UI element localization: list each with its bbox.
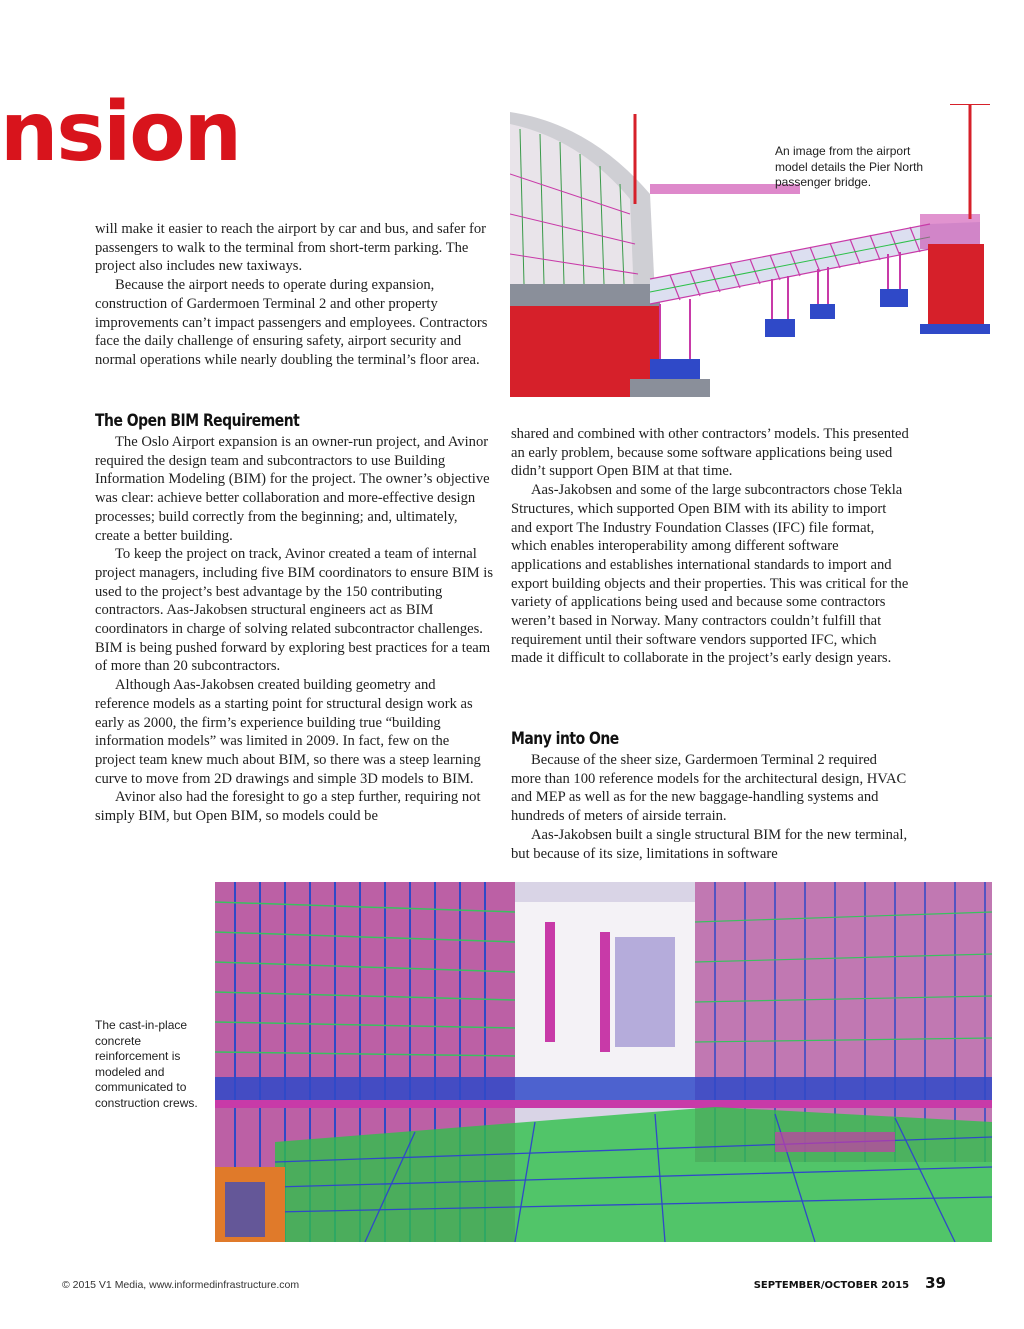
right-column-section [511, 751, 909, 863]
paragraph: Although Aas-Jakobsen created building geometry and reference models as a starting point for structural design work as early as 2000, the firm’s experience building true “building information models” was limited in 2009. In fact, few on the project team knew much about BIM, so there was a steep learning curve to move from 2D drawings and simple 3D models to BIM. [95, 677, 481, 787]
right-column [511, 425, 909, 668]
paragraph: The Oslo Airport expansion is an owner-run project, and Avinor required the design team and subcontractors to use Building Information Modeling (BIM) for the project. The owner’s objective was clear: achieve better collaboration and more-effective design processes; build correctly from the beginning; and, ultimately, create a better building. [95, 434, 490, 544]
page-number: 39 [925, 1274, 946, 1292]
figure-caption-bottom: The cast-in-place concrete reinforcement is modeled and communicated to construction crews. [95, 1018, 198, 1110]
section-title-many-into-one: Many into One [511, 729, 619, 749]
paragraph: shared and combined with other contractors’ models. This presented an early problem, because some software applications being used didn’t support Open BIM at that time. [511, 426, 909, 480]
paragraph: will make it easier to reach the airport by car and bus, and safer for passengers to walk to the terminal from short-term parking. The project also includes new taxiways. [95, 221, 487, 275]
issue-date: SEPTEMBER/OCTOBER 2015 [753, 1280, 910, 1291]
section-title-open-bim: The Open BIM Requirement [95, 411, 300, 431]
paragraph: To keep the project on track, Avinor created a team of internal project managers, including five BIM coordinators to ensure BIM is used to the project’s best advantage by the 150 contributing contractors. Aas-Jakobsen structural engineers act as BIM coordinators in charge of solving related subcontractor challenges. BIM is being pushed forward by exploring best practices for a team of more than 20 subcontractors. [95, 546, 493, 675]
paragraph: Aas-Jakobsen built a single structural BIM for the new terminal, but because of its size, limitations in software [511, 826, 908, 862]
reinforcement-model-image [215, 882, 992, 1242]
figure-reinforcement-model [215, 882, 992, 1242]
paragraph: Because the airport needs to operate during expansion, construction of Gardermoen Terminal 2 and other property improvements can’t impact passengers and employees. Contractors face the daily challenge of ensuring safety, airport security and normal operations while nearly doubling the terminal’s floor area. [95, 277, 488, 368]
left-column-section [95, 433, 493, 826]
figure-caption-top: An image from the airport model details the Pier North passenger bridge. [775, 144, 924, 189]
paragraph: Avinor also had the foresight to go a step further, requiring not simply BIM, but Open BIM, so models could be [95, 789, 481, 825]
footer-copyright: © 2015 V1 Media, www.informedinfrastructure.com [62, 1279, 300, 1291]
footer-issue [754, 1274, 946, 1292]
paragraph: Because of the sheer size, Gardermoen Terminal 2 required more than 100 reference models for the architectural design, HVAC and MEP as well as for the new baggage-handling systems and hundreds of meters of airside terrain. [511, 752, 907, 825]
left-column [95, 220, 493, 370]
article-headline: nsion [0, 85, 241, 180]
paragraph: Aas-Jakobsen and some of the large subcontractors chose Tekla Structures, which supported Open BIM with its ability to import and export The Industry Foundation Classes (IFC) file format, which enables interoperability among different software applications and establishes international standards to import and export building objects and their properties. This was critical for the variety of applications being used and because some contractors weren’t based in Norway. Many contractors couldn’t fulfill that requirement until their software vendors supported IFC, which made it difficult to collaborate in the project’s early design years. [511, 482, 909, 667]
